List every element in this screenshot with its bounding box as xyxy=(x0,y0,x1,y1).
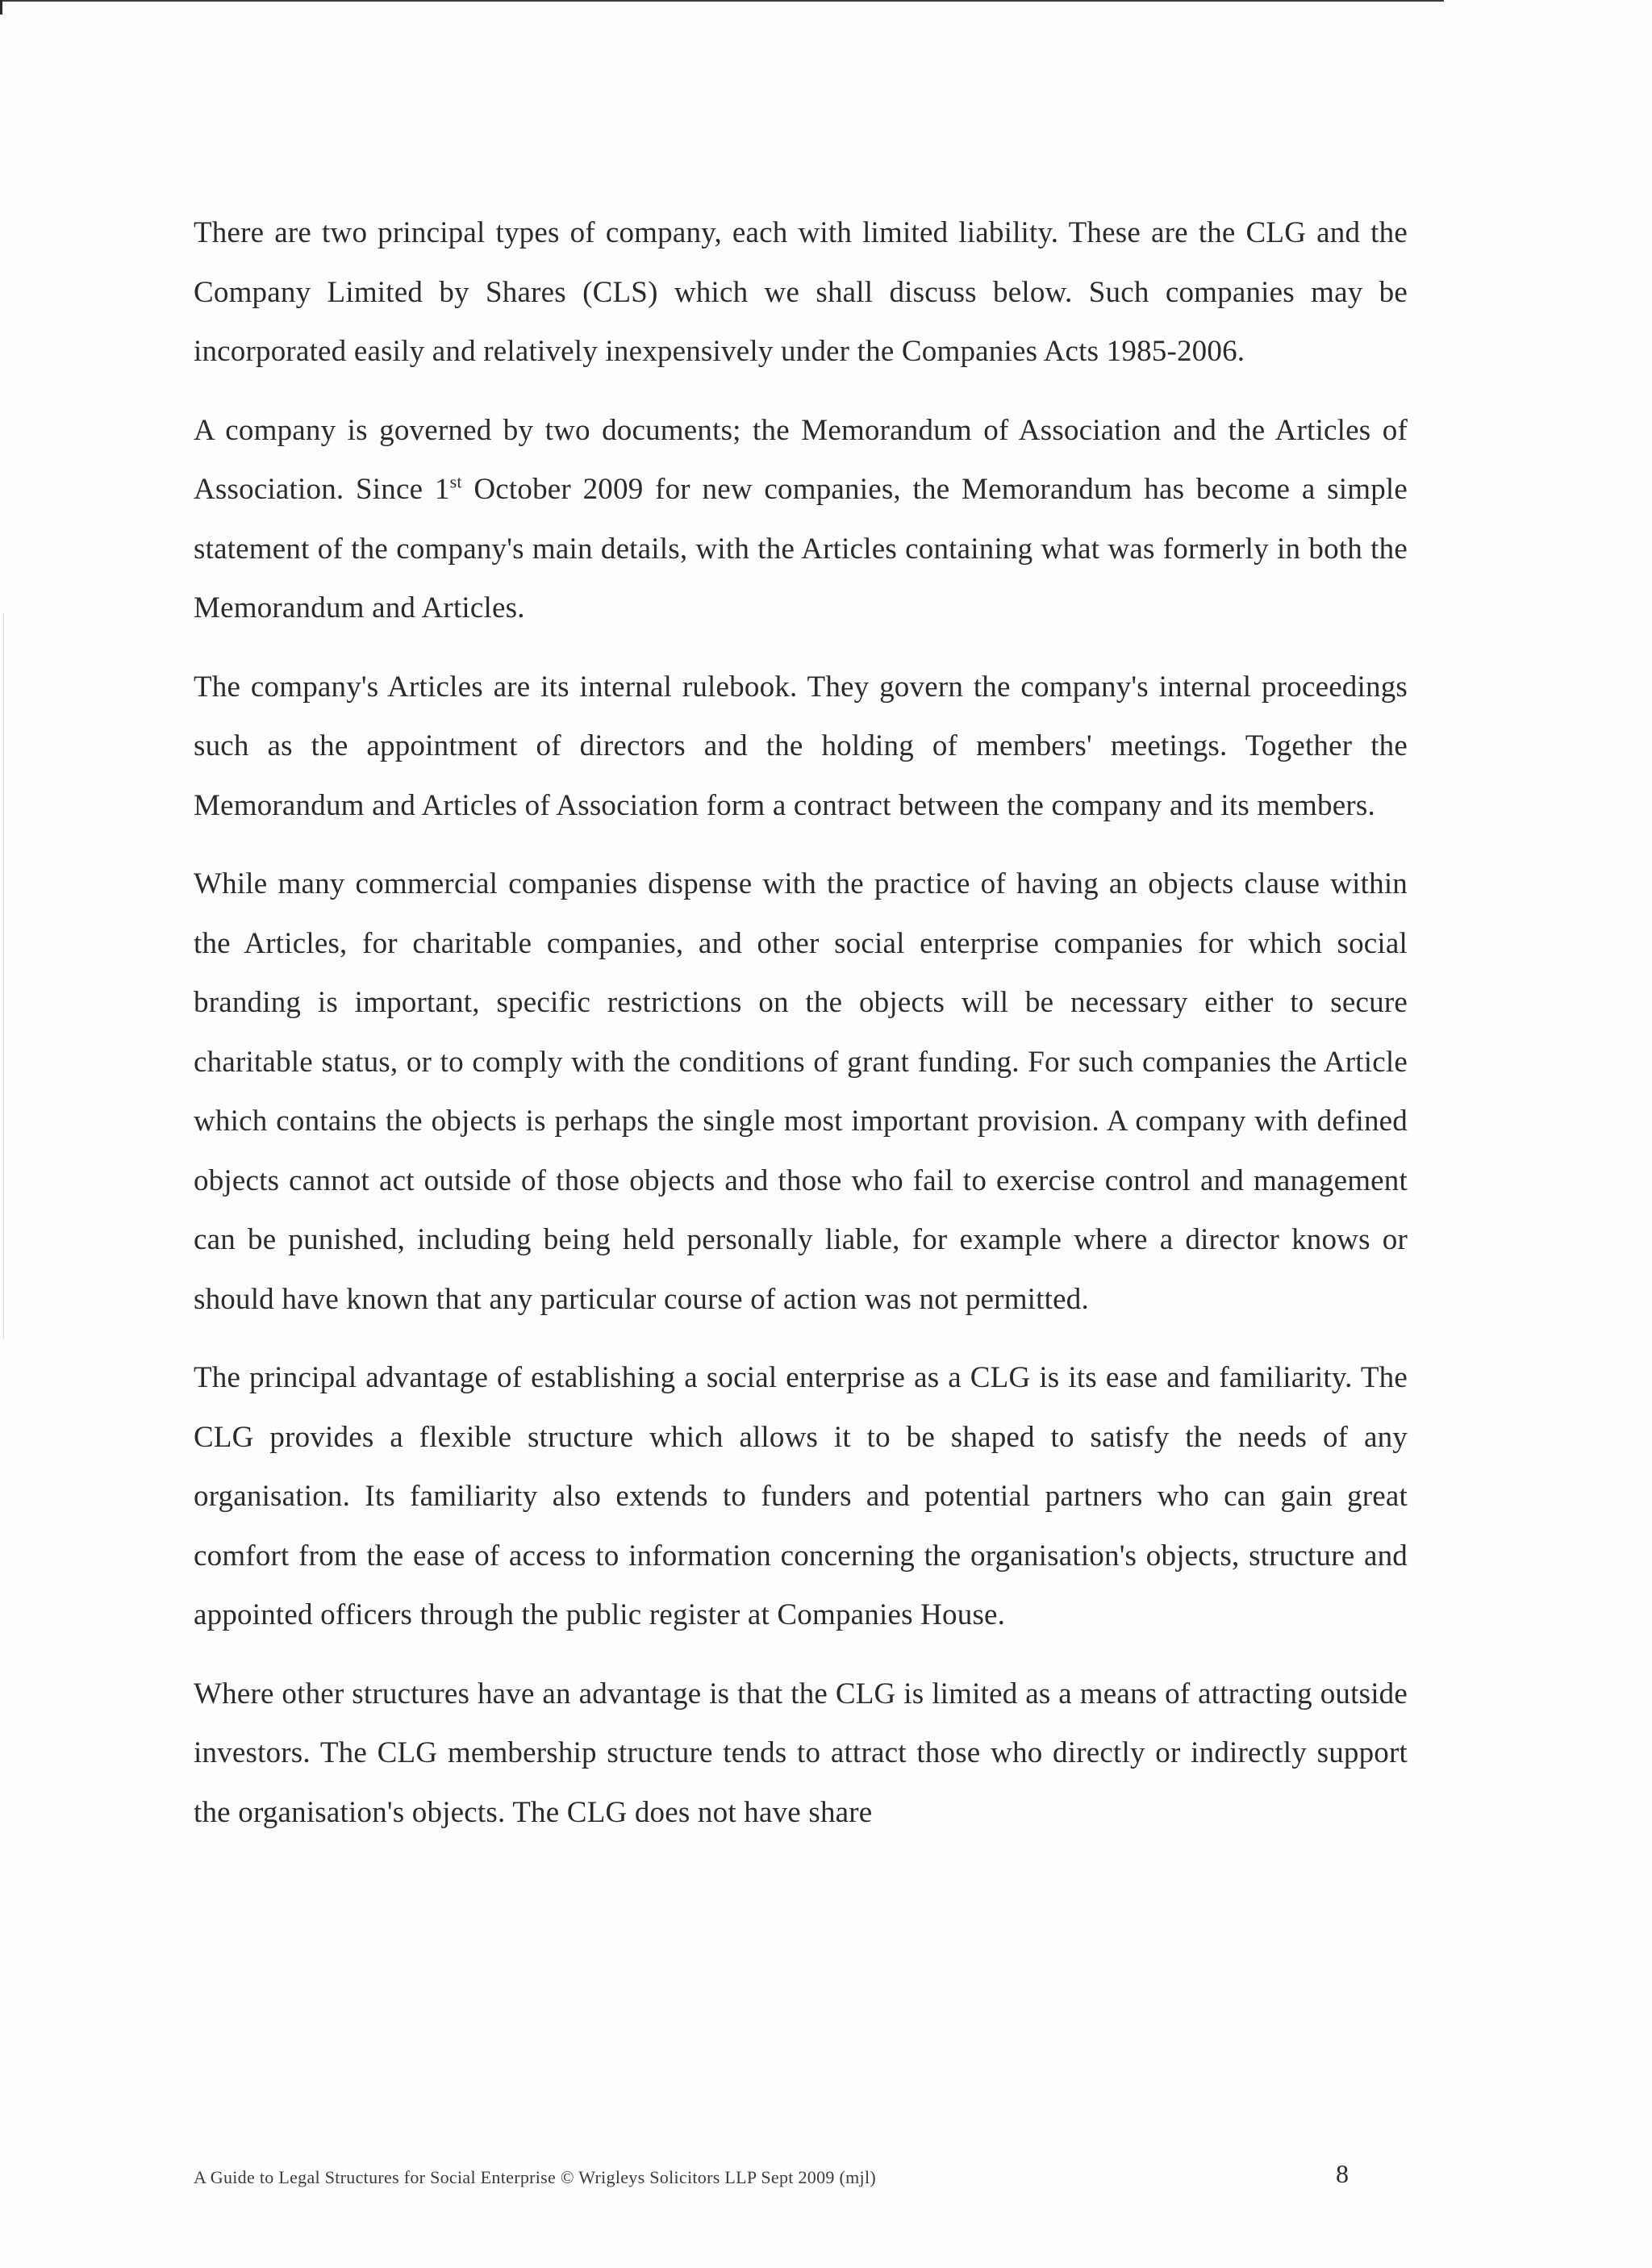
scan-edge-shadow xyxy=(3,613,4,1339)
paragraph-clg-limitations: Where other structures have an advantage is that the CLG is limited as a means of attracting outside investors. The CLG membership structure tends to attract those who directly or indirectly support the organisation's objects. The CLG does not have share xyxy=(194,1677,1408,1829)
body-text xyxy=(194,203,1408,1861)
paragraph-clg-advantage: The principal advantage of establishing a social enterprise as a CLG is its ease and familiarity. The CLG provides a flexible structure which allows it to be shaped to satisfy the needs of any organisation. Its familiarity also extends to funders and potential partners who can gain great comfort from the ease of access to information concerning the organisation's objects, structure and appointed officers through the public register at Companies House. xyxy=(194,1361,1408,1631)
ordinal-suffix: st xyxy=(449,471,462,492)
paragraph-governing-documents-part-2: October 2009 for new companies, the Memorandum has become a simple statement of the company's main details, with the Articles containing what was formerly in both the Memorandum and Articles. xyxy=(194,473,1408,624)
page-footer: A Guide to Legal Structures for Social Enterprise © Wrigleys Solicitors LLP Sept 2009 (mjl) xyxy=(194,2167,876,2187)
paragraph-company-types: There are two principal types of company, each with limited liability. These are the CLG and the Company Limited by Shares (CLS) which we shall discuss below. Such companies may be incorporated easily and relatively inexpensively under the Companies Acts 1985-2006. xyxy=(194,216,1408,368)
paragraph-governing-documents-part-1: A company is governed by two documents; the Memorandum of Association and the Articles of Association. Since 1 xyxy=(194,413,1408,506)
paragraph-governing-documents xyxy=(194,401,1408,638)
scan-corner-mark xyxy=(0,0,2,15)
page-number: 8 xyxy=(1336,2159,1349,2188)
paragraph-articles-rulebook: The company's Articles are its internal rulebook. They govern the company's internal proceedings such as the appointment of directors and the holding of members' meetings. Together the Memorandum and Articles of Association form a contract between the company and its members. xyxy=(194,670,1408,822)
paragraph-objects-clause: While many commercial companies dispense with the practice of having an objects clause within the Articles, for charitable companies, and other social enterprise companies for which social branding is important, specific restrictions on the objects will be necessary either to secure charitable status, or to comply with the conditions of grant funding. For such companies the Article which contains the objects is perhaps the single most important provision. A company with defined objects cannot act outside of those objects and those who fail to exercise control and management can be punished, including being held personally liable, for example where a director knows or should have known that any particular course of action was not permitted. xyxy=(194,867,1408,1316)
scan-border-line xyxy=(0,0,1444,2)
